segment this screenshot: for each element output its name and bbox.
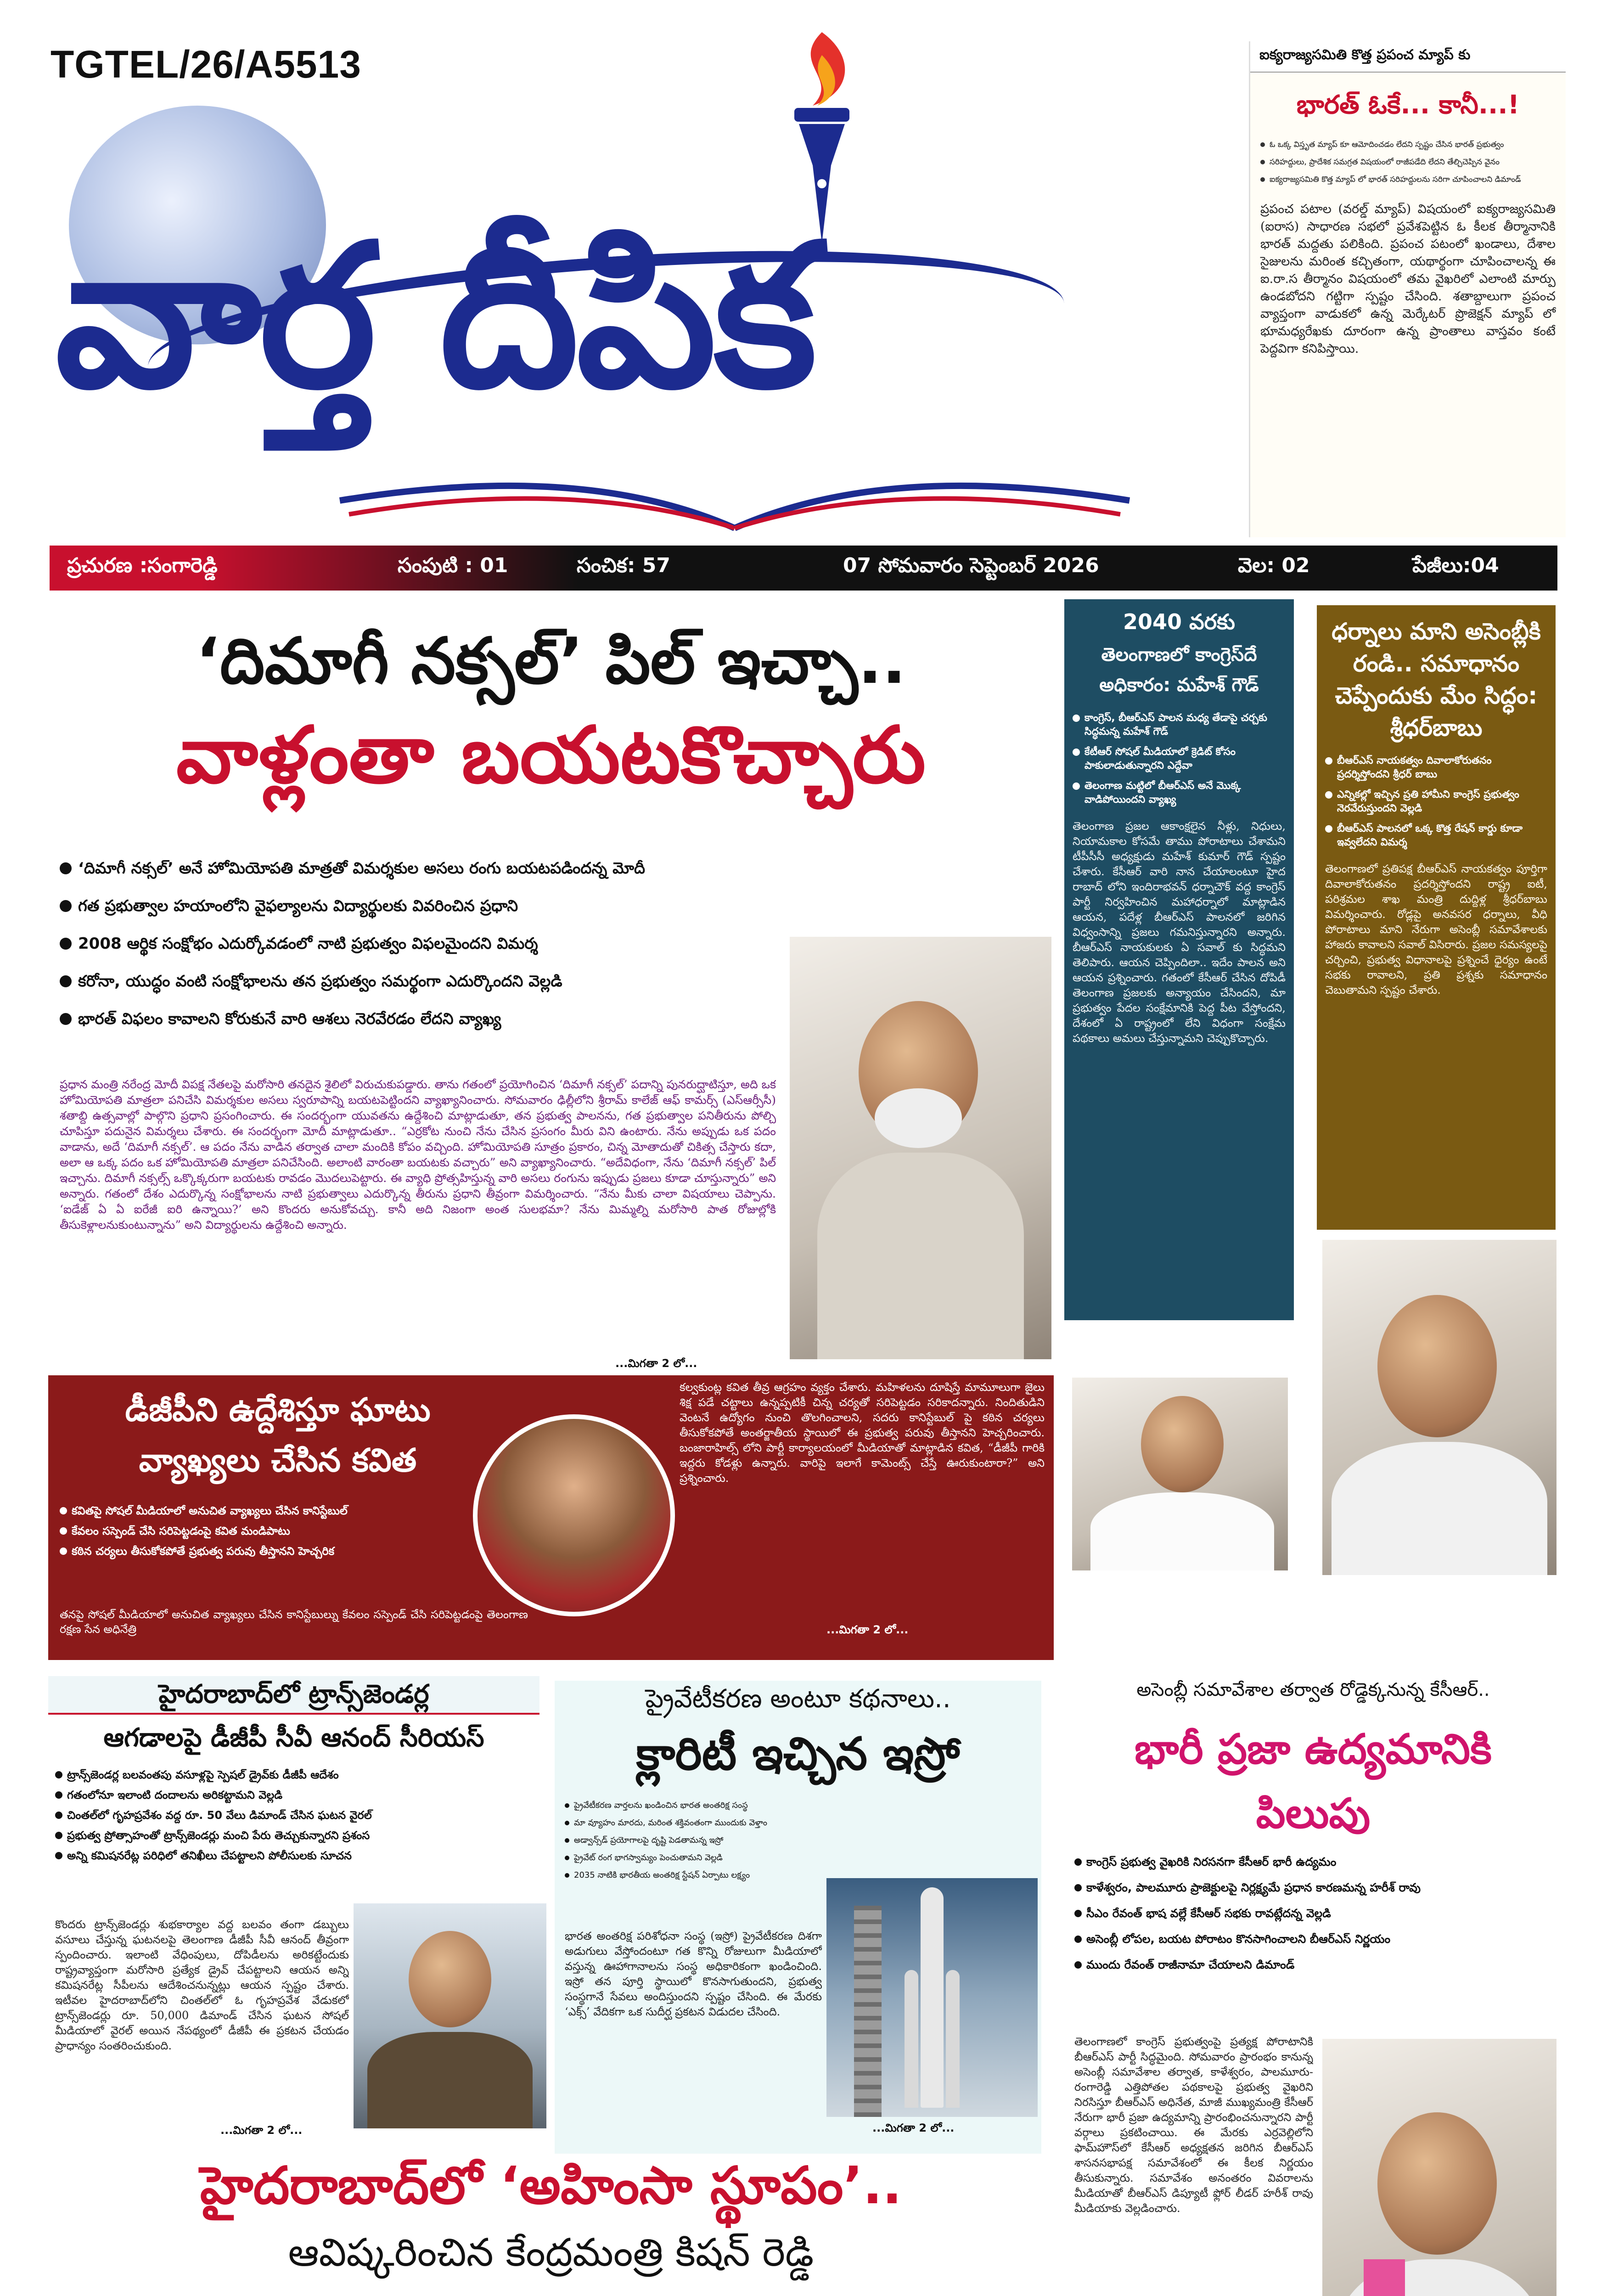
- dateline-pages: పేజీలు:04: [1412, 554, 1499, 577]
- dateline-date: 07 సోమవారం సెప్టెంబర్ 2026: [843, 554, 1099, 577]
- photo-uniform: [367, 2032, 533, 2128]
- ear-bullets: [1250, 139, 1566, 185]
- list-item: సరిహద్దులు, ప్రాదేశిక సమగ్రత విషయంలో రాజీపడేది లేదని తేల్చిచెప్పిన వైనం: [1260, 157, 1556, 168]
- list-item: 2035 నాటికి భారతీయ అంతరిక్ష స్టేషన్ ఏర్పాటు లక్ష్యం: [565, 1870, 1038, 1881]
- photo-beard: [875, 1088, 962, 1148]
- isro-headline-2: క్లారిటీ ఇచ్చిన ఇస్రో: [636, 1728, 960, 1780]
- list-item: కాంగ్రెస్ ప్రభుత్వ వైఖరికి నిరసనగా కేసీఆర్ భారీ ఉద్యమం: [1074, 1855, 1561, 1869]
- rocket-photo: [826, 1878, 1038, 2117]
- dateline-volume: సంపుటి : 01: [398, 554, 508, 577]
- kcr-body: తెలంగాణలో కాంగ్రెస్ ప్రభుత్వంపై ప్రత్యక్ష పోరాటానికి బీఆర్ఎస్ పార్టీ సిద్ధమైంది. సోమవారం ప్రారంభం కానున్న అసెంబ్లీ సమావేశాల తర్వాత, కాళేశ్వరం, పాలమూరు-రంగారెడ్డి ఎత్తిపోతల పథకాలపై ప్రభుత్వ వైఖరిని నిరసిస్తూ బీఆర్ఎస్ అధినేత, మాజీ ముఖ్యమంత్రి కేసీఆర్ నేరుగా భారీ ప్రజా ఉద్యమాన్ని ప్రారంభించనున్నారని పార్టీ వర్గాలు ప్రకటించాయి. ఈ మేరకు ఎర్రవెల్లిలోని ఫామ్‌హౌస్‌లో కేసీఆర్ అధ్యక్షతన జరిగిన బీఆర్ఎస్ శాసనసభాపక్ష సమావేశంలో ఈ కీలక నిర్ణయం తీసుకున్నారు. సమావేశం అనంతరం వివరాలను మీడియాతో బీఆర్ఎస్ డిప్యూటీ ఫ్లోర్ లీడర్ హరీశ్ రావు మీడియాకు వెల్లడించారు.: [1074, 2035, 1313, 2215]
- kavitha-headline: డీజీపీని ఉద్దేశిస్తూ ఘాటు వ్యాఖ్యలు చేసిన కవిత: [125, 1391, 431, 1479]
- sridhar-body: తెలంగాణలో ప్రతిపక్ష బీఆర్ఎస్ నాయకత్వం పూర్తిగా దివాలాకోరుతనం ప్రదర్శిస్తోందని రాష్ట్ర ఐటీ, పరిశ్రమల శాఖ మంత్రి దుద్దిళ్ల శ్రీధర్‌బాబు విమర్శించారు. రోడ్లపై అనవసర ధర్నాలు, వీధి పోరాటాలు మాని నేరుగా అసెంబ్లీ సమావేశాలకు హాజరు కావాలని సవాల్ విసిరారు. ప్రజల సమస్యలపై చర్చించి, ప్రభుత్వ విధానాలపై ప్రశ్నించే ధైర్యం ఉంటే సభకు రావాలని, ప్రతి ప్రశ్నకు సమాధానం చెబుతామని స్పష్టం చేశారు.: [1325, 862, 1547, 996]
- photo-shirt: [1332, 1442, 1547, 1575]
- isro-headline-1: ప్రైవేటీకరణ అంటూ కథనాలు..: [645, 1684, 951, 1714]
- list-item: కేటీఆర్ సోషల్ మీడియాలో క్రెడిట్ కోసం పాకులాడుతున్నారని ఎద్దేవా: [1073, 745, 1286, 773]
- rocket-body: [921, 1887, 944, 2108]
- congress-panel: [1064, 599, 1294, 1320]
- list-item: తెలంగాణ మట్టిలో బీఆర్ఎస్ అనే మొక్క వాడిపోయిందని వ్యాఖ్య: [1073, 779, 1286, 807]
- list-item: బీఆర్ఎస్ పాలనలో ఒక్క కొత్త రేషన్ కార్డు కూడా ఇవ్వలేదని విమర్శ: [1325, 822, 1547, 850]
- masthead-title: వార్త దీపిక: [55, 202, 815, 432]
- lead-continued: ...మిగతా 2 లో...: [615, 1357, 697, 1370]
- list-item: ‘దిమాగీ నక్సల్’ అనే హోమియోపతి మాత్రతో విమర్శకుల అసలు రంగు బయటపడిందన్న మోదీ: [60, 859, 1051, 878]
- list-item: ప్రైవేట్ రంగ భాగస్వామ్యం పెంచుతామని వెల్లడి: [565, 1852, 1038, 1863]
- list-item: ముందు రేవంత్ రాజీనామా చేయాలని డిమాండ్: [1074, 1958, 1561, 1972]
- list-item: గతంలోనూ ఇలాంటి దందాలను అరికట్టామని వెల్లడి: [55, 1788, 542, 1802]
- list-item: ట్రాన్స్‌జెండర్ల బలవంతపు వసూళ్లపై స్పెషల్ డ్రైవ్‌కు డీజీపీ ఆదేశం: [55, 1768, 542, 1782]
- lead-body: ప్రధాన మంత్రి నరేంద్ర మోదీ విపక్ష నేతలపై మరోసారి తనదైన శైలిలో విరుచుకుపడ్డారు. తాను గతంలో ప్రయోగించిన ‘దిమాగీ నక్సల్’ పదాన్ని పునరుద్ఘాటిస్తూ, అది ఒక హోమియోపతి మాత్రలా పనిచేసి విమర్శకుల అసలు స్వరూపాన్ని బయటపెట్టిందని వ్యాఖ్యానించారు. సోమవారం ఢిల్లీలోని శ్రీరామ్ కాలేజ్ ఆఫ్ కామర్స్ (ఎస్ఆర్సీసీ) శతాబ్ది ఉత్సవాల్లో పాల్గొని ప్రధాని ప్రసంగించారు. ఈ సందర్భంగా యువతను ఉద్దేశించి మాట్లాడుతూ, తన ప్రభుత్వ పాలనను, గత ప్రభుత్వాల పనితీరును పోల్చి చూపిస్తూ పదునైన విమర్శలు చేశారు. ఈ సందర్భంగా మోదీ మాట్లాడుతూ.. “ఎర్రకోట నుంచి నేను చేసిన ప్రసంగం మీరు విని ఉంటారు. నేను అప్పుడు ఒక పదం వాడాను, అదే ‘దిమాగీ నక్సల్’. ఆ పదం నేను వాడిన తర్వాత చాలా మందికి కోపం వచ్చింది. హోమియోపతి సూత్రం ప్రకారం, చిన్న మోతాదుతో చికిత్స చేస్తారు కదా, అలా ఆ ఒక్క పదం ఒక హోమియోపతి మాత్రలా పనిచేసింది. అలాంటి వారంతా బయటకు వచ్చారు” అని వ్యాఖ్యానించారు. “అదేవిధంగా, నేను ‘దిమాగీ నక్సల్’ పిల్ ఇచ్చాను. దిమాగీ నక్సల్స్ ఒక్కొక్కరుగా బయటకు రావడం మొదలుపెట్టారు. ఈ వ్యాధి ప్రోత్సహిస్తున్న వారి అసలు రంగును ఇప్పుడు ప్రజలు కూడా చూస్తున్నారు” అని అన్నారు. గతంలో దేశం ఎదుర్కొన్న సంక్షోభాలను నాటి ప్రభుత్వాలు ఎదుర్కొన్న తీరును ప్రధాని తీవ్రంగా విమర్శించారు. “నేను మీకు చాలా విషయాలు చెప్పాను. ‘ఐడేజ్ ఏ ఏ ఐరేజీ ఐరి ఉన్నాయి?’ అని కొందరు అనుకోవచ్చు. కానీ అది నిజంగా అంత సులభమా? నేను మిమ్మల్ని మరోసారి పాత రోజుల్లోకి తీసుకెళ్లాలనుకుంటున్నాను” అని విద్యార్థులను ఉద్దేశించి అన్నారు.: [60, 1078, 776, 1232]
- list-item: ఐక్యరాజ్యసమితి కొత్త మ్యాప్ లో భారత్ సరిహద్దులను సరిగా చూపించాలని డిమాండ్: [1260, 174, 1556, 185]
- lead-photo: [790, 937, 1051, 1359]
- congress-bullets: [1064, 711, 1294, 807]
- kavitha-body: కల్వకుంట్ల కవిత తీవ్ర ఆగ్రహం వ్యక్తం చేశారు. మహిళలను దూషిస్తే మామూలుగా జైలు శిక్ష పడే చట్టాలు ఉన్నప్పటికీ చిన్న చర్యతో సరిపెట్టడం సరికాదన్నారు. నిందితుడిని వెంటనే ఉద్యోగం నుంచి తొలగించాలని, సదరు కానిస్టేబుల్ పై కఠిన చర్యలు తీసుకోకపోతే అంతర్జాతీయ స్థాయిలో ఈ ప్రభుత్వ పరువు తీస్తానని హెచ్చరించారు. బంజారాహిల్స్ లోని పార్టీ కార్యాలయంలో మీడియాతో మాట్లాడిన కవిత, “డీజీపీ గారికి ఇద్దరు కోడళ్లు ఉన్నారు. వారిపై ఇలాగే కామెంట్స్ చేస్తే ఊరుకుంటారా?” అని ప్రశ్నించారు.: [680, 1381, 1045, 1485]
- list-item: ప్రైవేటీకరణ వార్తలను ఖండించిన భారత అంతరిక్ష సంస్థ: [565, 1800, 1038, 1811]
- dateline-issue: సంచిక: 57: [577, 554, 671, 577]
- stupa-headline-2: ఆవిష్కరించిన కేంద్రమంత్రి కిషన్ రెడ్డి: [288, 2230, 814, 2275]
- photo-kurta: [817, 1153, 1024, 1359]
- dgp-bullets: [55, 1768, 542, 1869]
- open-book-graphic: [321, 422, 1148, 537]
- congress-body: తెలంగాణ ప్రజల ఆకాంక్షలైన నీళ్లు, నిధులు, నియామకాల కోసమే తాము పోరాటాలు చేశామని టీపీసీసీ అధ్యక్షుడు మహేశ్ కుమార్ గౌడ్ స్పష్టం చేశారు. కేసీఆర్ వారి నాన చేయాలంటూ హైద రాబాద్ లోని ఇందిరాభవన్ ధర్నాచౌక్ వద్ద కాంగ్రెస్ పార్టీ నిర్వహించిన మహాధర్నాలో మాట్లాడిన ఆయన, పదేళ్ల బీఆర్ఎస్ పాలనలో జరిగిన విధ్వంసాన్ని ప్రజలు గమనిస్తున్నారని అన్నారు. బీఆర్ఎస్ నాయకులకు ఏ సవాల్ కు సిద్ధమని తెలిపారు. ఆయన చెప్పిందిలా.. ఇదేం పాలన అని ఆయన ప్రశ్నించారు. గతంలో కేసీఆర్ చేసిన దోపిడీ తెలంగాణ ప్రజలకు అన్యాయం చేసిందని, మా ప్రభుత్వం పేదల సంక్షేమానికి పెద్ద పీట వేస్తోందని, దేశంలో ఏ రాష్ట్రంలో లేని విధంగా సంక్షేమ పథకాలు అమలు చేస్తున్నామని చెప్పుకొచ్చారు.: [1073, 820, 1286, 1045]
- kcr-bullets: [1074, 1855, 1561, 1978]
- list-item: బీఆర్ఎస్ నాయకత్వం దివాలాకోరుతనం ప్రదర్శిస్తోందని శ్రీధర్ బాబు: [1325, 754, 1547, 782]
- lead-headline-1: ‘దిమాగీ నక్సల్’ పిల్ ఇచ్చా..: [196, 624, 906, 698]
- congress-photo: [1072, 1378, 1288, 1570]
- list-item: కరోనా, యుద్ధం వంటి సంక్షోభాలను తన ప్రభుత్వం సమర్థంగా ఎదుర్కొందని వెల్లడి: [60, 972, 771, 991]
- kavitha-photo: [473, 1414, 675, 1616]
- dgp-body: కొందరు ట్రాన్స్‌జెండర్లు శుభకార్యాల వద్ద బలవం తంగా డబ్బులు వసూలు చేస్తున్న ఘటనలపై తెలంగాణ డీజీపీ సీవీ ఆనంద్ తీవ్రంగా స్పందించారు. ఇలాంటి వేధింపులు, దోపిడీలను అరికట్టేందుకు రాష్ట్రవ్యాప్తంగా మరోసారి ప్రత్యేక డ్రైవ్ చేపట్టాలని ఆయన అన్ని కమిషనరేట్ల సీపీలను ఆదేశించనున్నట్లు ఆయన స్పష్టం చేశారు. ఇటీవల హైదరాబాద్‌లోని చింతల్‌లో ఓ గృహప్రవేశ వేడుకలో ట్రాన్స్‌జెండర్లు రూ. 50,000 డిమాండ్ చేసిన ఘటన సోషల్ మీడియాలో వైరల్ అయిన నేపథ్యంలో డీజీపీ ఈ ప్రకటన చేయడం ప్రాధాన్యం సంతరించుకుంది.: [55, 1918, 349, 2052]
- dgp-continued: ...మిగతా 2 లో...: [220, 2124, 303, 2137]
- isro-bullets: [565, 1800, 1038, 1887]
- dateline-bar: [50, 546, 1557, 591]
- dgp-headline-1: హైదరాబాద్‌లో ట్రాన్స్‌జెండర్ల: [48, 1676, 539, 1715]
- kcr-photo: [1322, 2039, 1556, 2296]
- list-item: కఠిన చర్యలు తీసుకోకపోతే ప్రభుత్వ పరువు తీస్తానని హెచ్చరిక: [60, 1544, 468, 1558]
- dgp-headline-2: ఆగడాలపై డీజీపీ సీవీ ఆనంద్ సీరియస్: [103, 1723, 484, 1753]
- list-item: ఓ ఒక్క విస్తృత మ్యాప్ కూ ఆమోదించడం లేదని స్పష్టం చేసిన భారత్ ప్రభుత్వం: [1260, 139, 1556, 150]
- dateline-place: ప్రచురణ :సంగారెడ్డి: [67, 554, 218, 577]
- list-item: కవితపై సోషల్ మీడియాలో అనుచిత వ్యాఖ్యలు చేసిన కానిస్టేబుల్: [60, 1504, 468, 1518]
- stupa-headline-1: హైదరాబాద్‌లో ‘అహింసా స్థూపం’..: [200, 2156, 902, 2216]
- ear-headline: భారత్ ఓకే... కానీ...!: [1296, 90, 1520, 120]
- list-item: చింతల్‌లో గృహప్రవేశం వద్ద రూ. 50 వేలు డిమాండ్ చేసిన ఘటన వైరల్: [55, 1808, 542, 1822]
- kavitha-continued: ...మిగతా 2 లో...: [826, 1623, 909, 1636]
- sridhar-panel: [1317, 605, 1556, 1230]
- congress-headline-1: 2040 వరకు: [1123, 609, 1235, 634]
- ear-body: ప్రపంచ పటాల (వరల్డ్ మ్యాప్) విషయంలో ఐక్యరాజ్యసమితి (ఐరాస) సాధారణ సభలో ప్రవేశపెట్టిన ఓ కీలక తీర్మానానికి భారత్ మద్దతు పలికింది. ప్రపంచ పటంలో ఖండాలు, దేశాల సైజులను మరింత కచ్చితంగా, యథార్థంగా చూపించాలన్న ఈ ఐ.రా.స తీర్మానం విషయంలో తమ వైఖరిలో ఎలాంటి మార్పు ఉండబోదని గట్టిగా స్పష్టం చేసింది. శతాబ్దాలుగా ప్రపంచ వ్యాప్తంగా వాడుకలో ఉన్న మెర్కేటర్ ప్రొజెక్షన్ మ్యాప్ లో భూమధ్యరేఖకు దూరంగా ఉన్న ప్రాంతాలు వాస్తవం కంటే పెద్దవిగా కనిపిస్తాయి.: [1260, 202, 1556, 356]
- dateline-price: వెల: 02: [1238, 554, 1310, 577]
- congress-headline-3: అధికారం: మహేశ్ గౌడ్: [1099, 675, 1259, 696]
- rocket-booster: [946, 1970, 960, 2108]
- dgp-photo: [354, 1903, 546, 2128]
- launch-tower: [854, 1906, 882, 2117]
- list-item: కాళేశ్వరం, పాలమూరు ప్రాజెక్టులపై నిర్లక్ష్యమే ప్రధాన కారణమన్న హరీశ్ రావు: [1074, 1881, 1561, 1895]
- kavitha-bullets: [60, 1504, 468, 1564]
- kcr-headline-1: భారీ ప్రజా ఉద్యమానికి: [1134, 1725, 1492, 1773]
- list-item: భారత్ విఫలం కావాలని కోరుకునే వారి ఆశలు నెరవేరడం లేదని వ్యాఖ్య: [60, 1009, 771, 1029]
- list-item: సీఎం రేవంత్ భాష వల్లే కేసీఆర్ సభకు రావట్లేదన్న వెల్లడి: [1074, 1907, 1561, 1920]
- sridhar-headline: ధర్నాలు మాని అసెంబ్లీకి రండి.. సమాధానం చెప్పేందుకు మేం సిద్ధం: శ్రీధర్‌బాబు: [1332, 618, 1541, 741]
- sridhar-photo: [1322, 1240, 1556, 1575]
- list-item: ఎన్నికల్లో ఇచ్చిన ప్రతి హామీని కాంగ్రెస్ ప్రభుత్వం నెరవేరుస్తుందని వెల్లడి: [1325, 788, 1547, 816]
- congress-headline-2: తెలంగాణలో కాంగ్రెస్‌దే: [1101, 644, 1257, 665]
- rocket-booster: [905, 1970, 918, 2108]
- registration-number: TGTEL/26/A5513: [51, 43, 361, 86]
- isro-body: భారత అంతరిక్ష పరిశోధనా సంస్థ (ఇస్రో) ప్రైవేటీకరణ దిశగా అడుగులు వేస్తోందంటూ గత కొన్ని రోజులుగా మీడియాలో వస్తున్న ఊహాగానాలను సంస్థ అధికారికంగా ఖండించింది. ఇస్రో తన పూర్తి స్థాయిలో కొనసాగుతుందని, ప్రభుత్వ సంస్థగానే సేవలు అందిస్తుందని స్పష్టం చేసింది. ఈ మేరకు ‘ఎక్స్’ వేదికగా ఒక సుదీర్ఘ ప్రకటన విడుదల చేసింది.: [565, 1930, 822, 2018]
- ear-kicker: ఐక్యరాజ్యసమితి కొత్త ప్రపంచ మ్యాప్ కు: [1250, 41, 1566, 73]
- list-item: అన్ని కమిషనరేట్ల పరిధిలో తనిఖీలు చేపట్టాలని పోలీసులకు సూచన: [55, 1849, 542, 1863]
- kavitha-intro: తనపై సోషల్ మీడియాలో అనుచిత వ్యాఖ్యలు చేసిన కానిస్టేబుల్ను కేవలం సస్పెండ్ చేసి సరిపెట్టడంపై తెలంగాణ రక్షణ సేన అధినేత్రి: [60, 1608, 528, 1636]
- list-item: అసెంబ్లీ లోపల, బయట పోరాటం కొనసాగించాలని బీఆర్ఎస్ నిర్ణయం: [1074, 1932, 1561, 1946]
- ear-panel: [1249, 41, 1566, 537]
- kcr-kicker: అసెంబ్లీ సమావేశాల తర్వాత రోడ్డెక్కనున్న కేసీఆర్..: [1136, 1679, 1490, 1700]
- sridhar-bullets: [1317, 754, 1556, 850]
- isro-continued: ...మిగతా 2 లో...: [872, 2122, 955, 2134]
- kcr-headline-2: పిలుపు: [1256, 1790, 1371, 1838]
- photo-scarf: [1364, 2259, 1405, 2296]
- list-item: ప్రభుత్వ ప్రోత్సాహంతో ట్రాన్స్‌జెండర్లు మంచి పేరు తెచ్చుకున్నారని ప్రశంస: [55, 1829, 542, 1842]
- list-item: కాంగ్రెస్, బీఆర్ఎస్ పాలన మధ్య తేడాపై చర్చకు సిద్ధమన్న మహేశ్ గౌడ్: [1073, 711, 1286, 739]
- list-item: మా వ్యూహం మారదు, మరింత శక్తివంతంగా ముందుకు వెళ్తాం: [565, 1818, 1038, 1829]
- lead-headline-2: వాళ్లంతా బయటకొచ్చారు: [176, 710, 926, 801]
- photo-shirt: [1090, 1492, 1274, 1570]
- list-item: గత ప్రభుత్వాల హయాంలోని వైఫల్యాలను విద్యార్థులకు వివరించిన ప్రధాని: [60, 896, 771, 916]
- list-item: 2008 ఆర్థిక సంక్షోభం ఎదుర్కోవడంలో నాటి ప్రభుత్వం విఫలమైందని విమర్శ: [60, 934, 771, 953]
- list-item: అడ్వాన్స్‌డ్ ప్రయోగాలపై దృష్టి పెడతామన్న ఇస్రో: [565, 1835, 1038, 1846]
- list-item: కేవలం సస్పెండ్ చేసి సరిపెట్టడంపై కవిత మండిపాటు: [60, 1524, 468, 1538]
